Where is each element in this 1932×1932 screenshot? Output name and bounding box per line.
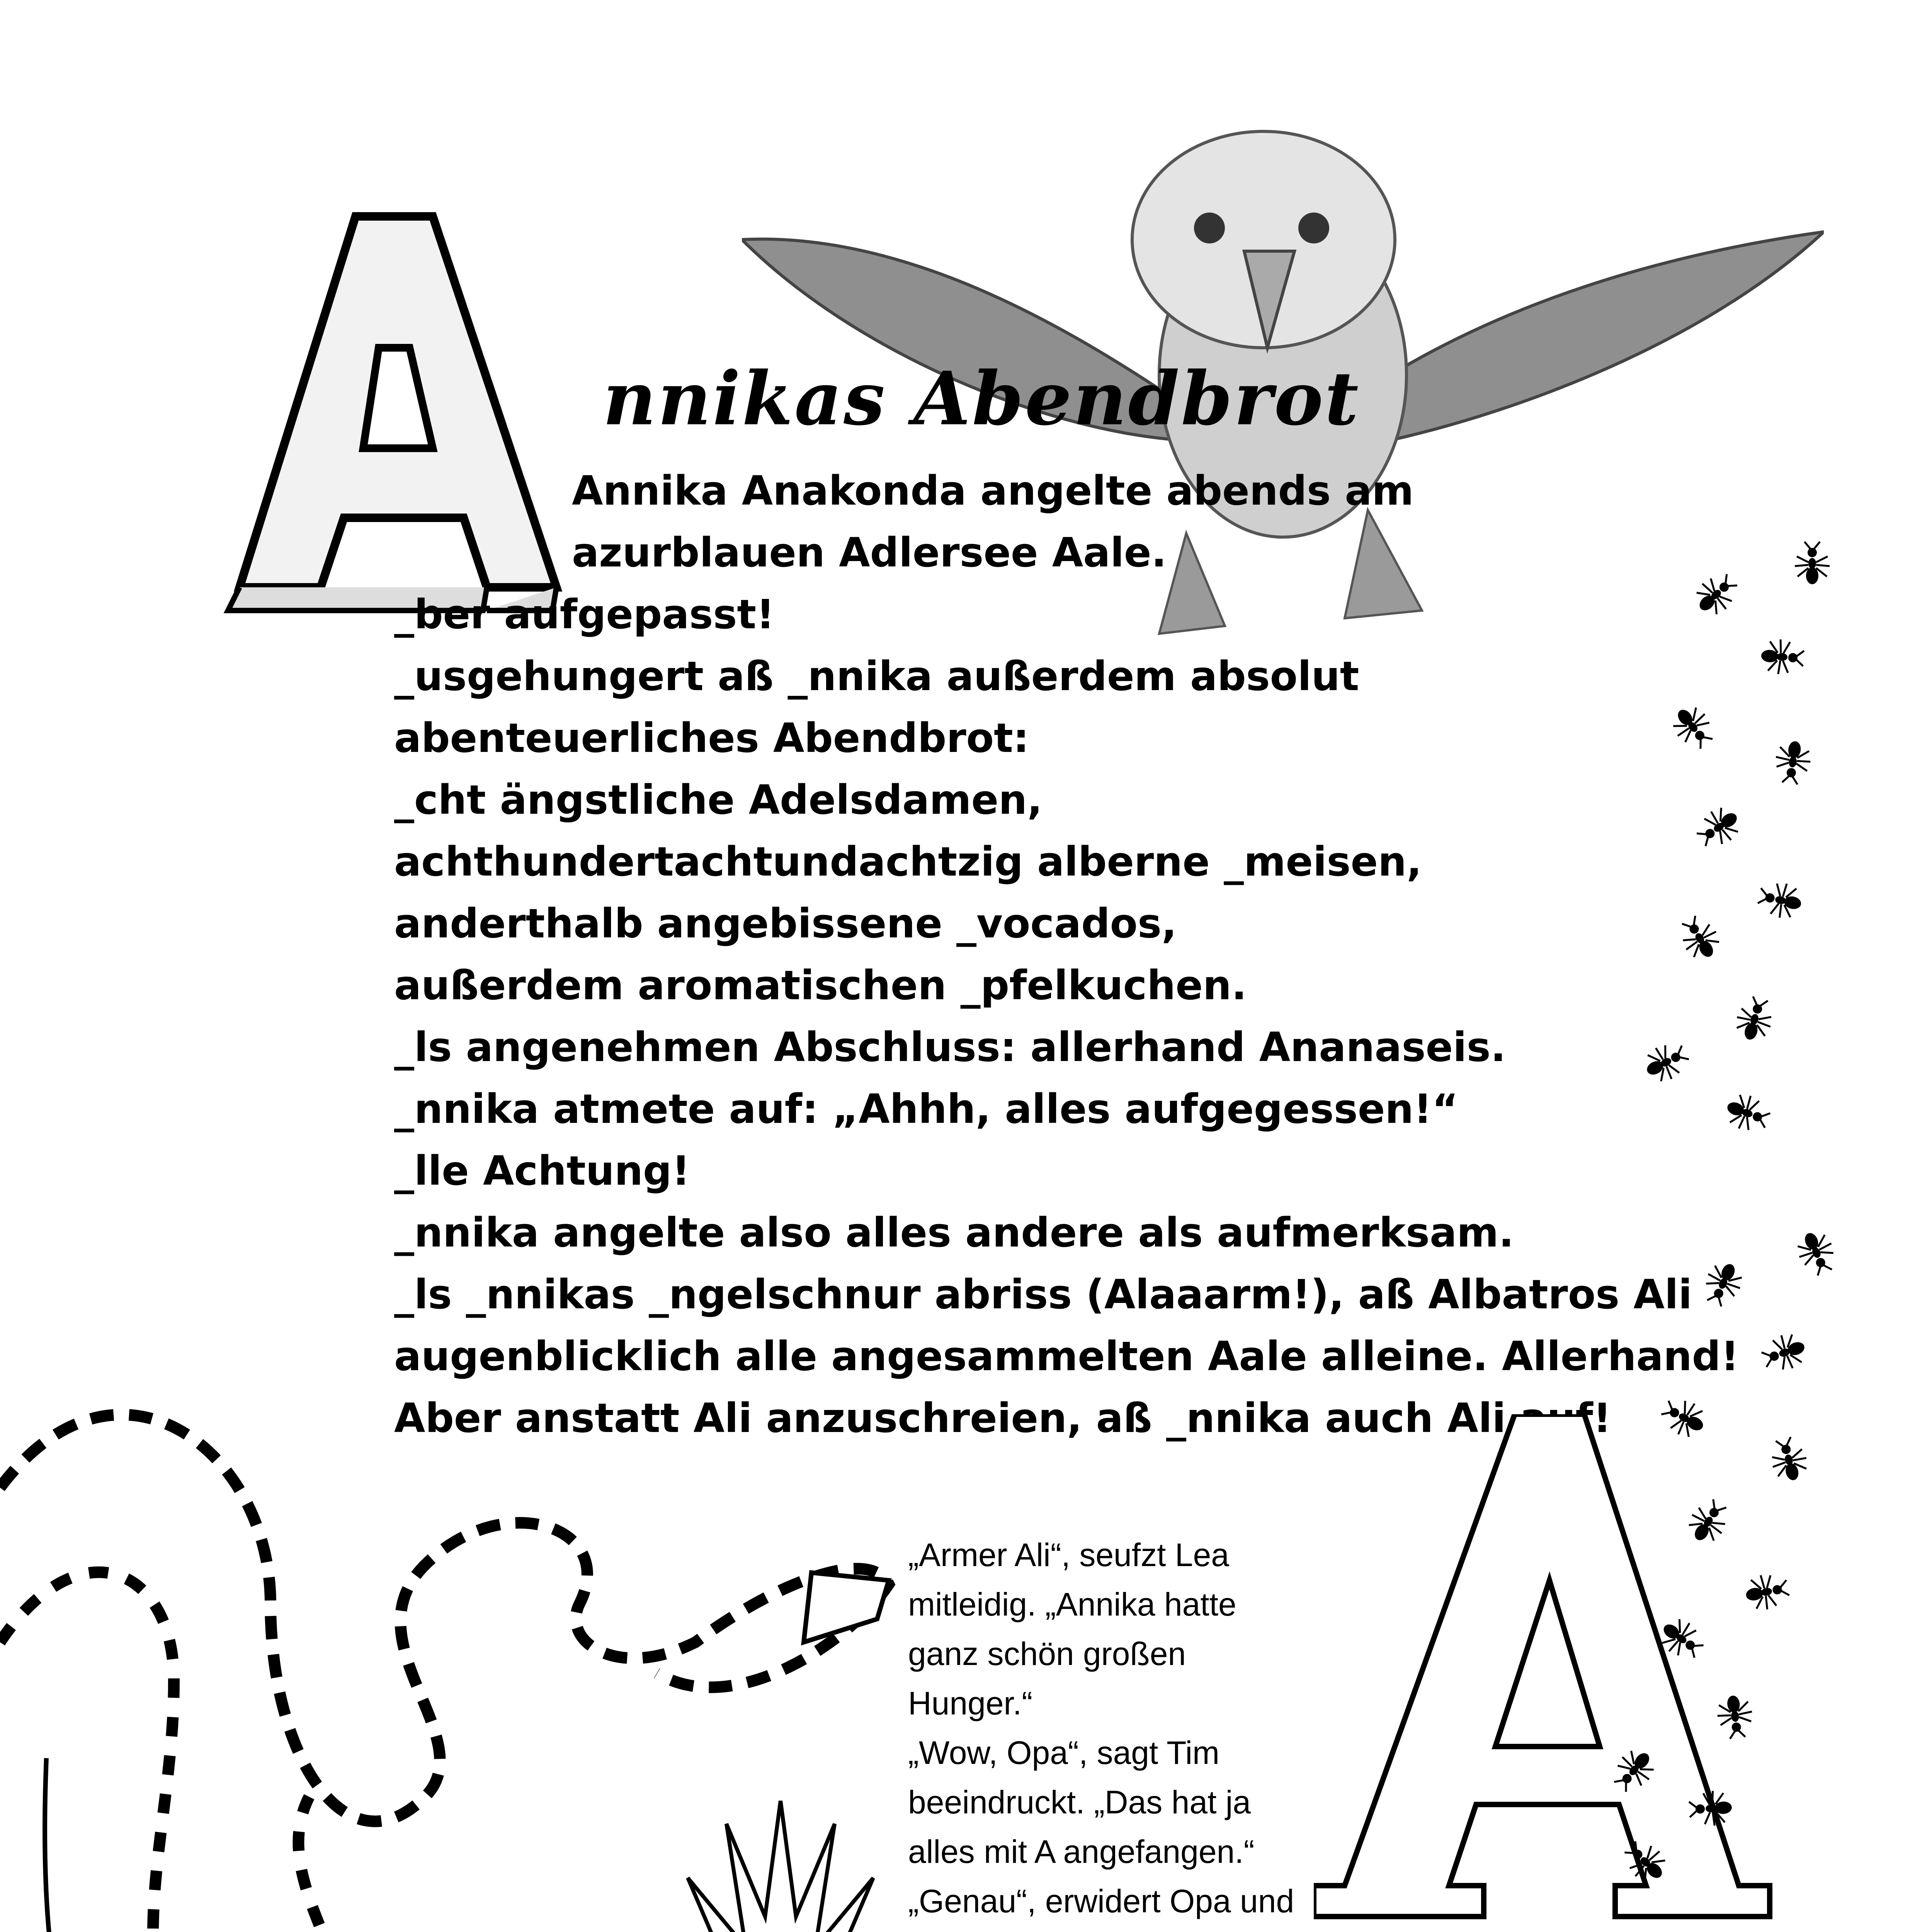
poem-line: azurblauen Adlersee Aale.	[572, 529, 1167, 576]
ant-icon	[1786, 1221, 1846, 1282]
dialogue-line: „Armer Ali“, seufzt Lea	[908, 1537, 1229, 1573]
ant-icon	[1739, 1565, 1793, 1619]
poem-line: _ls _nnikas _ngelschnur abriss (Alaaarm!), aß Albatros Ali	[394, 1271, 1692, 1318]
poem-line: _nnika angelte also alles andere als aufmerksam.	[394, 1209, 1514, 1256]
dialogue-line: „Genau“, erwidert Opa und	[908, 1883, 1294, 1919]
dialogue-line: beeindruckt. „Das hat ja	[908, 1784, 1251, 1820]
dialogue-line: mitleidig. „Annika hatte	[908, 1586, 1236, 1622]
poem-line: außerdem aromatischen _pfelkuchen.	[394, 962, 1247, 1009]
dialogue-text	[908, 1530, 1410, 1932]
dialogue-line: ganz schön großen	[908, 1636, 1186, 1672]
dialogue-line: „Wow, Opa“, sagt Tim	[908, 1735, 1219, 1771]
ant-icon	[1756, 1323, 1815, 1382]
ant-icon	[1726, 992, 1783, 1049]
ant-icon	[1789, 541, 1835, 587]
ant-icon	[1767, 735, 1819, 787]
poem-line: abenteuerliches Abendbrot:	[394, 714, 1029, 762]
pineapple-illustration	[672, 1801, 889, 1932]
dialogue-line: alles mit A angefangen.“	[908, 1833, 1255, 1870]
poem-line: _ber aufgepasst!	[394, 591, 775, 638]
ant-icon	[1709, 1690, 1761, 1742]
poem-line: Annika Anakonda angelte abends am	[572, 467, 1414, 514]
poem-line: Aber anstatt Ali anzuschreien, aß _nnika auch Ali auf!	[394, 1395, 1612, 1442]
story-poem	[394, 460, 1739, 1449]
dialogue-line	[908, 1926, 1410, 1932]
poem-line: _cht ängstliche Adelsdamen,	[394, 776, 1043, 823]
ant-icon	[1717, 1083, 1776, 1143]
story-title: nnikas Abendbrot	[603, 355, 1360, 442]
ant-icon	[1757, 632, 1806, 682]
poem-line: anderthalb angebissene _vocados,	[394, 900, 1177, 947]
poem-line: _usgehungert aß _nnika außerdem absolut	[394, 653, 1359, 700]
poem-line: augenblicklich alle angesammelten Aale alleine. Allerhand!	[394, 1333, 1739, 1380]
ant-icon	[1687, 1784, 1736, 1833]
poem-line: achthundertachtundachtzig alberne _meisen,	[394, 838, 1422, 885]
poem-line: _lle Achtung!	[394, 1147, 690, 1194]
poem-line: _nnika atmete auf: „Ahhh, alles aufgegessen!“	[394, 1085, 1459, 1133]
poem-line: _ls angenehmen Abschluss: allerhand Ananaseis.	[394, 1024, 1506, 1071]
ant-icon	[1754, 873, 1809, 928]
dialogue-line: Hunger.“	[908, 1685, 1033, 1721]
